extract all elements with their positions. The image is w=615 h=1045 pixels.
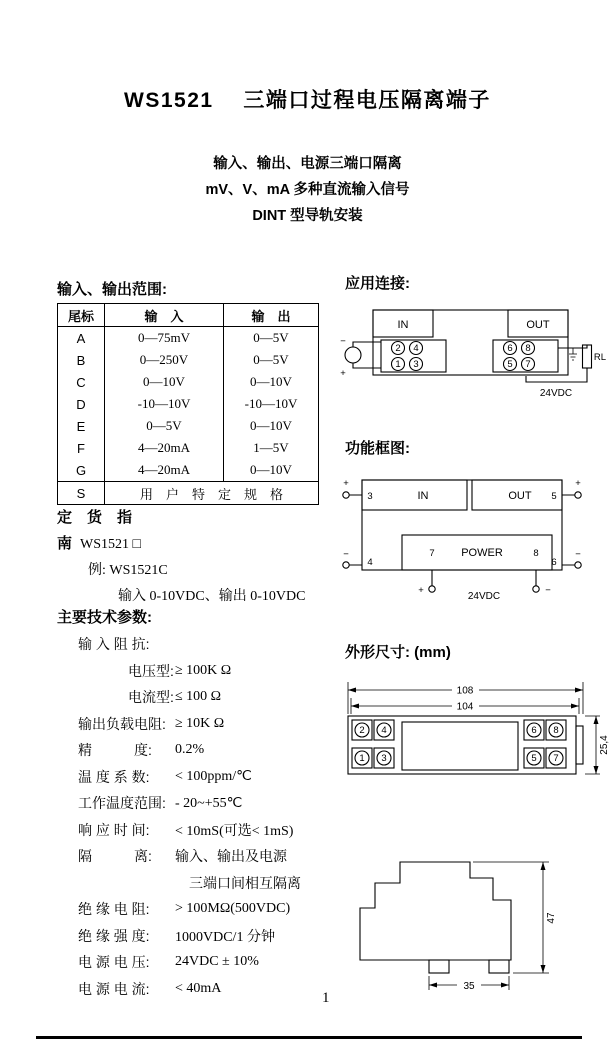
cell-output: 0—5V (224, 327, 319, 350)
spec-value: < 100ppm/℃ (175, 769, 252, 785)
application-connection-diagram (336, 296, 613, 416)
ordering-example: 例: WS1521C (88, 563, 168, 578)
terminal-number: 2 (395, 343, 401, 354)
table-row (58, 437, 319, 459)
terminal-number: 8 (533, 548, 539, 559)
terminal-number: 5 (551, 491, 557, 502)
spec-value: 0.2% (175, 742, 205, 758)
terminal-number: 5 (531, 753, 537, 764)
app-connection-heading: 应用连接: (345, 275, 410, 292)
ordering-model: WS1521 □ (80, 537, 141, 552)
spec-label: 电流型: (128, 689, 174, 706)
table-row (58, 327, 319, 350)
outer-width-dim: 108 (456, 685, 474, 697)
cell-suffix: F (77, 440, 85, 456)
spec-value: ≥ 10K Ω (175, 715, 225, 731)
cell-input: 0—5V (105, 415, 224, 437)
spec-label: 电 源 电 压: (78, 954, 150, 971)
subtitle-line-1: 输入、输出、电源三端口隔离 (213, 156, 402, 172)
spec-label: 精 度: (78, 742, 152, 759)
spec-row (92, 870, 340, 897)
dimensions-heading: 外形尺寸: (mm) (345, 644, 451, 661)
plus-sign: + (343, 478, 349, 489)
spec-row (128, 684, 340, 711)
spec-value: 输入、输出及电源 (175, 850, 287, 866)
subtitle-line-2: mV、V、mA 多种直流输入信号 (205, 182, 410, 198)
spec-row (78, 737, 340, 764)
terminal-number: 7 (525, 359, 531, 370)
spec-label: 输出负载电阻: (78, 715, 166, 732)
rl-label: RL (593, 352, 607, 363)
minus-sign: − (343, 549, 349, 560)
table-header-row (58, 304, 319, 327)
cell-input: 4—20mA (105, 459, 224, 482)
source-plus-sign: + (340, 368, 346, 379)
terminal-number: 7 (553, 753, 559, 764)
terminal-number: 4 (367, 557, 373, 568)
spec-label: 输 入 阻 抗: (78, 636, 150, 653)
spec-value: < 10mS(可选< 1mS) (175, 823, 294, 839)
subtitle-line-3: DINT 型导轨安装 (252, 208, 363, 224)
block-outline (343, 480, 581, 592)
cell-input: 0—10V (105, 371, 224, 393)
page-edge-artifact (36, 1036, 582, 1039)
spec-label: 响 应 时 间: (78, 821, 150, 838)
cell-output: 0—10V (224, 459, 319, 482)
signal-source-symbol (345, 342, 381, 368)
spec-label: 绝 缘 强 度: (78, 927, 150, 944)
spec-label: 电 源 电 流: (78, 980, 150, 997)
cell-suffix: C (76, 374, 86, 390)
out-label: OUT (508, 490, 532, 502)
power-label: POWER (461, 547, 503, 559)
cell-input: 0—250V (105, 349, 224, 371)
ordering-heading-continued: 南 (57, 535, 73, 552)
in-label: IN (417, 490, 429, 502)
column-header-input: 输 入 (105, 304, 224, 327)
cell-output: 0—5V (224, 349, 319, 371)
plus-sign: + (575, 478, 581, 489)
spec-row (78, 843, 340, 870)
spec-row (78, 896, 340, 923)
spec-row (78, 923, 340, 950)
table-row (58, 459, 319, 482)
side-height-dim: 47 (546, 912, 557, 924)
terminal-number: 8 (525, 343, 531, 354)
column-header-suffix: 尾标 (58, 304, 105, 327)
spec-row (78, 949, 340, 976)
ordering-heading-line1: 定 货 指 (57, 509, 133, 526)
spec-row (128, 658, 340, 685)
front-height-dim: 25,4 (599, 735, 610, 755)
spec-label: 隔 离: (78, 848, 152, 865)
table-row (58, 393, 319, 415)
inner-width-dim: 104 (456, 701, 474, 713)
cell-suffix: B (76, 352, 86, 368)
source-minus-sign: − (340, 336, 346, 347)
supply-voltage-label: 24VDC (467, 591, 501, 602)
supply-voltage-label: 24VDC (539, 388, 573, 399)
cell-input: 4—20mA (105, 437, 224, 459)
terminal-number: 6 (551, 557, 557, 568)
cell-custom-spec: 用 户 特 定 规 格 (105, 482, 319, 505)
ordering-example-description: 输入 0-10VDC、输出 0-10VDC (118, 589, 306, 604)
terminal-number: 3 (367, 491, 373, 502)
dimension-front-view (338, 664, 608, 802)
plus-sign: + (418, 585, 424, 596)
dimension-side-view (345, 848, 570, 998)
io-range-table (57, 303, 319, 505)
minus-sign: − (545, 585, 551, 596)
specs-list (78, 631, 340, 1002)
page-title: WS1521 三端口过程电压隔离端子 (124, 89, 491, 112)
column-header-output: 输 出 (224, 304, 319, 327)
spec-value: 24VDC ± 10% (175, 954, 259, 970)
cell-input: 0—75mV (105, 327, 224, 350)
table-custom-row (58, 482, 319, 505)
terminal-number: 3 (413, 359, 419, 370)
spec-value: ≤ 100 Ω (175, 689, 222, 705)
cell-output: 1—5V (224, 437, 319, 459)
terminal-number: 8 (553, 725, 559, 736)
subtitle-block (0, 151, 615, 229)
terminal-number: 4 (381, 725, 387, 736)
spec-row (78, 976, 340, 1003)
spec-value: 1000VDC/1 分钟 (175, 929, 275, 945)
spec-value: - 20~+55℃ (175, 795, 243, 811)
terminal-number: 1 (395, 359, 401, 370)
cell-output: 0—10V (224, 371, 319, 393)
page-number: 1 (322, 990, 330, 1006)
in-label: IN (397, 319, 409, 331)
terminal-number: 1 (359, 753, 365, 764)
cell-suffix: D (76, 396, 86, 412)
spec-value: < 40mA (175, 980, 222, 996)
table-row (58, 349, 319, 371)
terminal-number: 5 (507, 359, 513, 370)
spec-value: 三端口间相互隔离 (189, 876, 301, 892)
terminal-number: 2 (359, 725, 365, 736)
cell-output: -10—10V (224, 393, 319, 415)
cell-suffix: S (58, 482, 105, 505)
cell-suffix: A (76, 330, 86, 346)
spec-value: ≥ 100K Ω (175, 662, 232, 678)
block-diagram-heading: 功能框图: (345, 440, 410, 457)
cell-input: -10—10V (105, 393, 224, 415)
terminal-number: 3 (381, 753, 387, 764)
table-row (58, 415, 319, 437)
terminal-number: 6 (507, 343, 513, 354)
terminal-number: 6 (531, 725, 537, 736)
load-resistor-symbol (526, 345, 592, 382)
table-row (58, 371, 319, 393)
spec-value: > 100MΩ(500VDC) (175, 901, 291, 917)
ordering-heading-line2 (57, 532, 141, 553)
terminal-number: 7 (429, 548, 435, 559)
spec-row (78, 631, 340, 658)
spec-row (78, 711, 340, 738)
cell-output: 0—10V (224, 415, 319, 437)
spec-label: 工作温度范围: (78, 795, 166, 812)
cell-suffix: G (75, 462, 87, 478)
out-label: OUT (526, 319, 550, 331)
function-block-diagram (335, 458, 615, 608)
spec-row (78, 764, 340, 791)
io-range-heading: 输入、输出范围: (57, 281, 167, 298)
spec-row (78, 790, 340, 817)
terminal-number: 4 (413, 343, 419, 354)
cell-suffix: E (76, 418, 86, 434)
module-side-profile (360, 862, 511, 973)
spec-label: 电压型: (128, 662, 174, 679)
minus-sign: − (575, 549, 581, 560)
spec-label: 绝 缘 电 阻: (78, 901, 150, 918)
spec-row (78, 817, 340, 844)
specs-heading: 主要技术参数: (57, 609, 152, 626)
spec-label: 温 度 系 数: (78, 768, 150, 785)
rail-width-dim: 35 (463, 981, 475, 992)
